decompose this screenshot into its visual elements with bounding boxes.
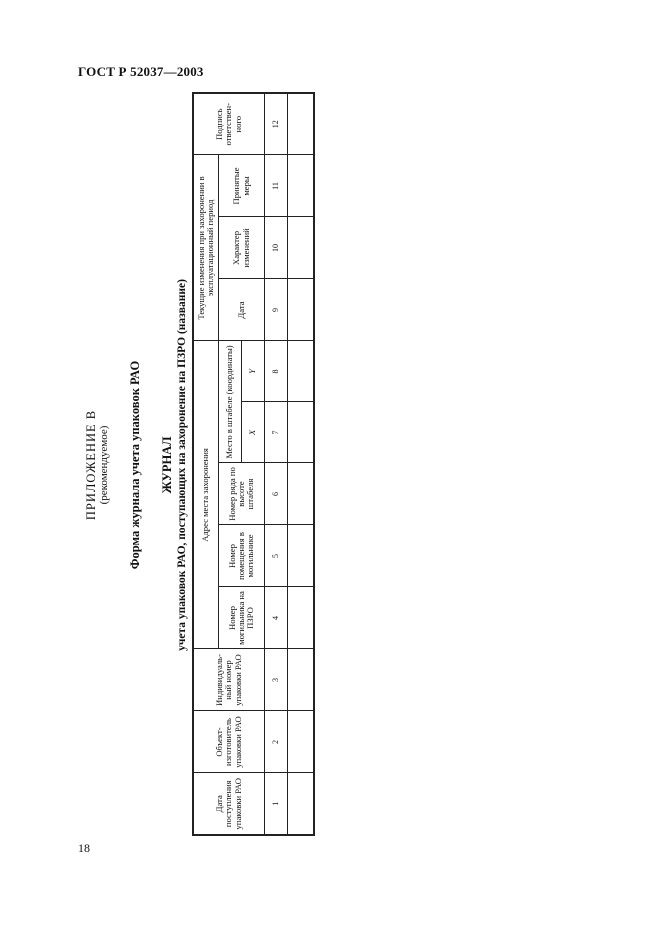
column-number: 1 [265, 773, 288, 835]
table-row [288, 93, 315, 835]
column-number: 9 [265, 279, 288, 341]
empty-cell [288, 341, 315, 402]
document-header: ГОСТ Р 52037—2003 [78, 64, 204, 79]
column-number: 6 [265, 463, 288, 525]
empty-cell [288, 525, 315, 587]
column-number: 8 [265, 341, 288, 402]
header-manufacturer: Объект-изготовитель упаковки РАО [193, 711, 265, 773]
journal-table [192, 92, 315, 836]
header-coord-y: Y [242, 341, 265, 402]
header-burial-address: Адрес места захоронения [193, 341, 219, 649]
rotated-form [84, 94, 330, 836]
journal-subtitle: учета упаковок РАО, поступающих на захоронение на ПЗРО (название) [176, 279, 188, 651]
empty-cell [288, 711, 315, 773]
empty-cell [288, 217, 315, 279]
empty-cell [288, 402, 315, 463]
empty-cell [288, 463, 315, 525]
header-row-number: Номер ряда по высоте штабеля [219, 463, 265, 525]
header-change-date: Дата [219, 279, 265, 341]
empty-cell [288, 155, 315, 217]
journal-title: ЖУРНАЛ [160, 436, 174, 494]
empty-cell [288, 649, 315, 711]
column-number: 7 [265, 402, 288, 463]
header-date-received: Дата поступления упаковки РАО [193, 773, 265, 835]
empty-cell [288, 773, 315, 835]
appendix-status: (рекомендуемое) [98, 425, 110, 505]
header-measures-taken: Принятые меры [219, 155, 265, 217]
header-coord-x: X [242, 402, 265, 463]
empty-cell [288, 279, 315, 341]
column-number: 3 [265, 649, 288, 711]
header-repository-number: Номер могильника на ПЗРО [219, 587, 265, 649]
header-room-number: Номер помещения в могильнике [219, 525, 265, 587]
empty-cell [288, 93, 315, 155]
column-number: 4 [265, 587, 288, 649]
empty-cell [288, 587, 315, 649]
form-title: Форма журнала учета упаковок РАО [128, 360, 142, 570]
column-number: 5 [265, 525, 288, 587]
page-number: 18 [78, 841, 90, 855]
column-number: 2 [265, 711, 288, 773]
column-number: 11 [265, 155, 288, 217]
column-number: 12 [265, 93, 288, 155]
column-number: 10 [265, 217, 288, 279]
header-signature: Подпись ответствен-ного [193, 93, 265, 155]
header-package-number: Индивидуаль-ный номер упаковки РАО [193, 649, 265, 711]
header-current-changes: Текущие изменения при захоронении в эксплуатационный период [193, 155, 219, 341]
header-change-nature: Характер изменений [219, 217, 265, 279]
header-stack-place: Место в штабеле (координаты) [219, 341, 242, 463]
appendix-title: ПРИЛОЖЕНИЕ В [84, 409, 98, 521]
